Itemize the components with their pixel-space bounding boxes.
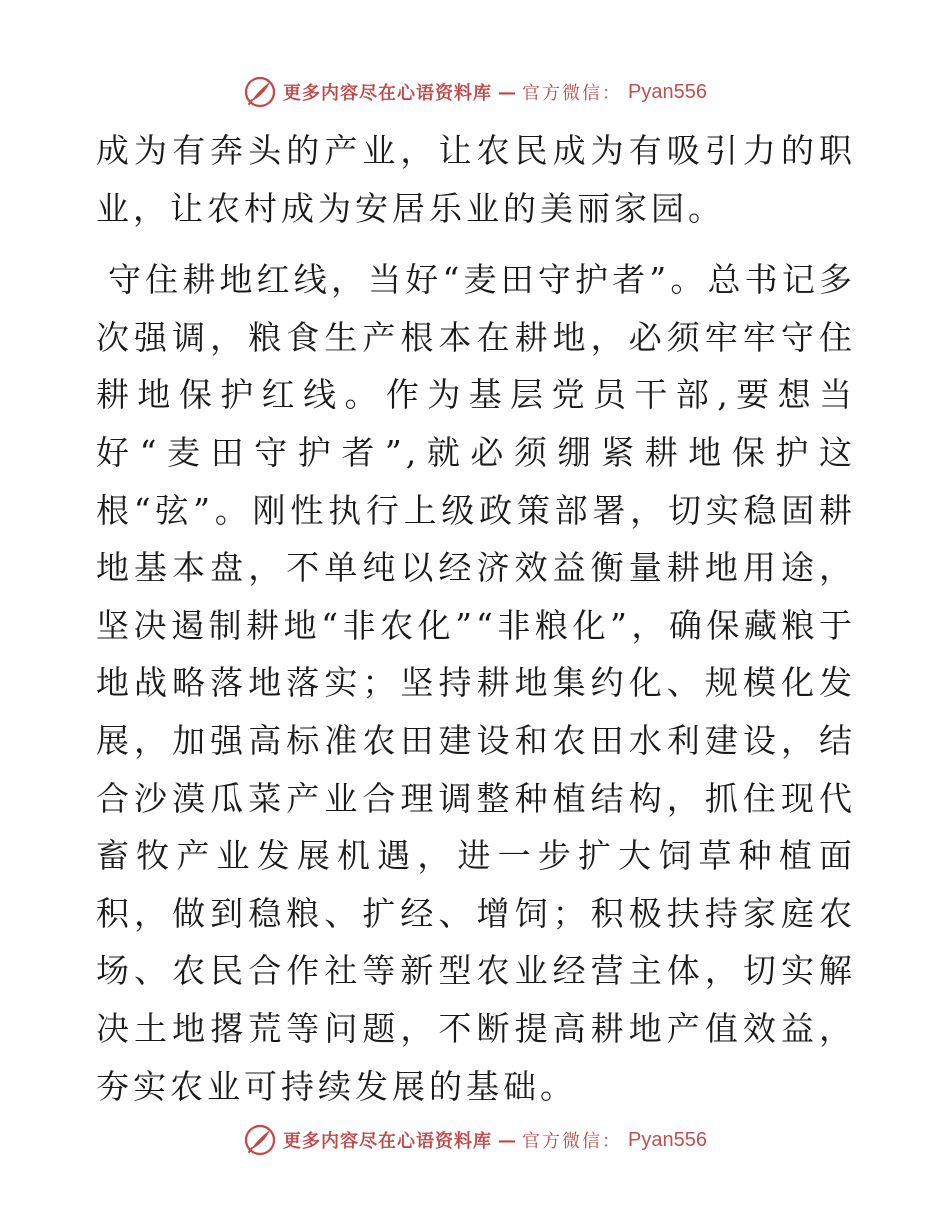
- paragraph-2: 守住耕地红线，当好“麦田守护者”。总书记多次强调，粮食生产根本在耕地，必须牢牢守住耕地保护红线。作为基层党员干部,要想当好“麦田守护者”,就必须绷紧耕地保护这根“弦”。刚性执行上级政策部署，切实稳固耕地基本盘，不单纯以经济效益衡量耕地用途，坚决遏制耕地“非农化”“非粮化”，确保藏粮于地战略落地落实；坚持耕地集约化、规模化发展，加强高标准农田建设和农田水利建设，结合沙漠瓜菜产业合理调整种植结构，抓住现代畜牧产业发展机遇，进一步扩大饲草种植面积，做到稳粮、扩经、增饲；积极扶持家庭农场、农民合作社等新型农业经营主体，切实解决土地撂荒等问题，不断提高耕地产值效益，夯实农业可持续发展的基础。: [96, 260, 856, 1106]
- header-banner: [0, 72, 950, 112]
- feather-pen-icon: [243, 75, 277, 109]
- footer-dash: —: [498, 1129, 517, 1151]
- document-body: [96, 122, 856, 1115]
- header-dash: —: [498, 81, 517, 103]
- paragraph-1: 成为有奔头的产业，让农民成为有吸引力的职业，让农村成为安居乐业的美丽家园。: [96, 131, 856, 228]
- footer-wechat-id: Pyan556: [628, 1128, 707, 1151]
- footer-brand-text: 更多内容尽在心语资料库: [283, 1131, 493, 1152]
- feather-pen-icon: [243, 1123, 277, 1157]
- header-wechat-label: 官方微信：: [522, 83, 623, 104]
- header-brand-text: 更多内容尽在心语资料库: [283, 83, 493, 104]
- footer-banner: [0, 1120, 950, 1160]
- header-wechat-id: Pyan556: [628, 80, 707, 103]
- footer-wechat-label: 官方微信：: [522, 1131, 623, 1152]
